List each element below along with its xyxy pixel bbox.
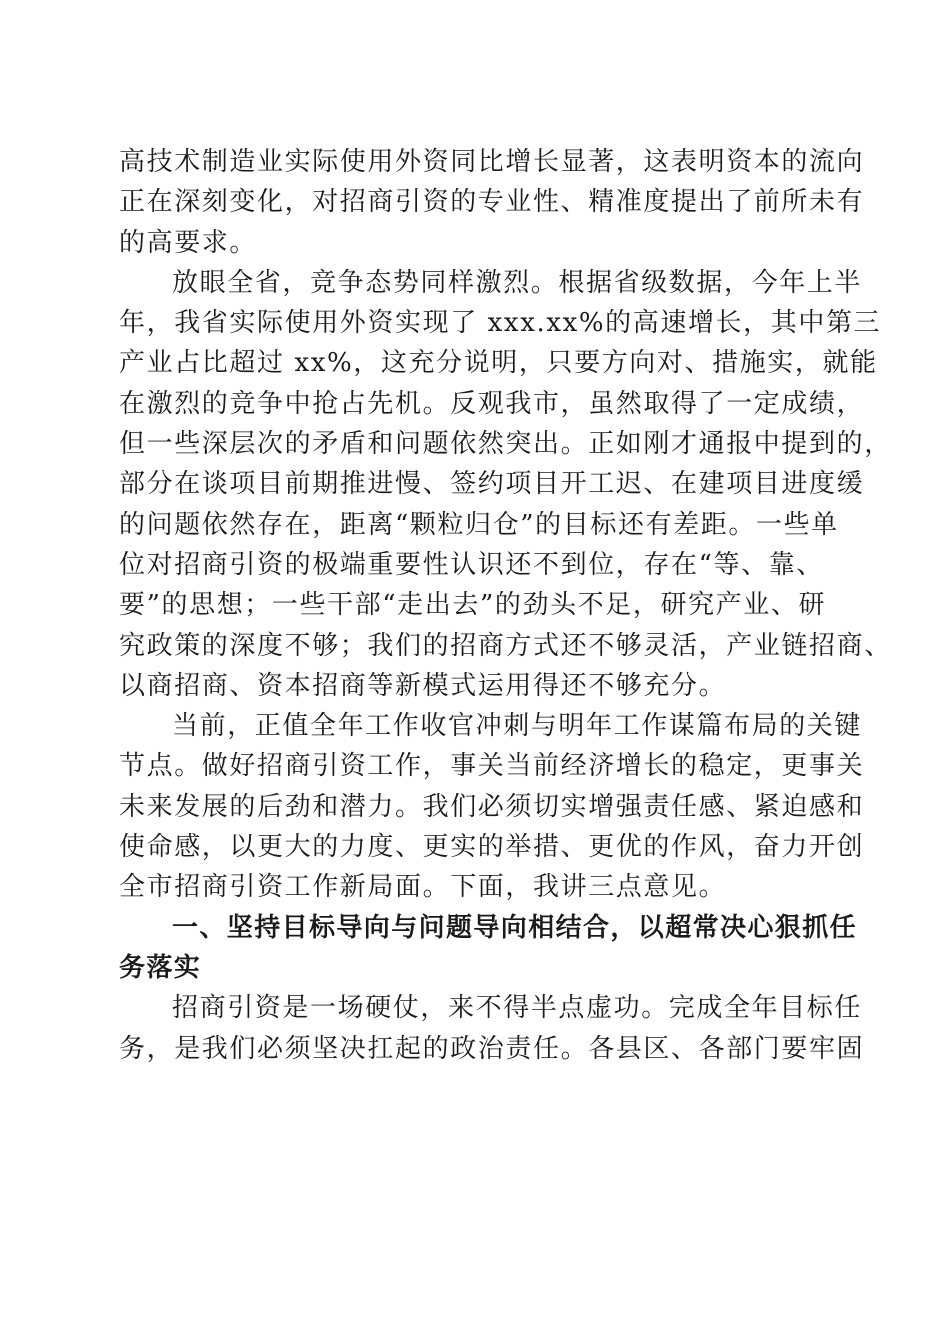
paragraph-line: 位对招商引资的极端重要性认识还不到位，存在“等、靠、 bbox=[119, 549, 824, 580]
paragraph-line: 未来发展的后劲和潜力。我们必须切实增强责任感、紧迫感和 bbox=[119, 791, 865, 822]
paragraph-line: 高技术制造业实际使用外资同比增长显著，这表明资本的流向 bbox=[119, 147, 865, 177]
paragraph-line: 以商招商、资本招商等新模式运用得还不够充分。 bbox=[119, 670, 727, 701]
paragraph-line: 放眼全省，竞争态势同样激烈。根据省级数据，今年上半 bbox=[172, 267, 863, 298]
paragraph-line: 的高要求。 bbox=[119, 227, 258, 258]
paragraph-line: 年，我省实际使用外资实现了 xxx.xx%的高速增长，其中第三 bbox=[119, 308, 882, 339]
section-heading: 务落实 bbox=[119, 952, 202, 983]
paragraph-line: 务，是我们必须坚决扛起的政治责任。各县区、各部门要牢固 bbox=[119, 1033, 865, 1064]
document-body bbox=[119, 142, 892, 1069]
paragraph-line: 要”的思想；一些干部“走出去”的劲头不足，研究产业、研 bbox=[119, 590, 827, 621]
paragraph-line: 在激烈的竞争中抢占先机。反观我市，虽然取得了一定成绩， bbox=[119, 388, 865, 419]
paragraph-line: 当前，正值全年工作收官冲刺与明年工作谋篇布局的关键 bbox=[172, 711, 863, 742]
paragraph-line: 节点。做好招商引资工作，事关当前经济增长的稳定，更事关 bbox=[119, 751, 865, 782]
paragraph-line: 产业占比超过 xx%，这充分说明，只要方向对、措施实，就能 bbox=[119, 348, 878, 379]
paragraph-line: 正在深刻变化，对招商引资的专业性、精准度提出了前所未有 bbox=[119, 187, 865, 218]
paragraph-line: 全市招商引资工作新局面。下面，我讲三点意见。 bbox=[119, 872, 727, 903]
paragraph-line: 的问题依然存在，距离“颗粒归仓”的目标还有差距。一些单 bbox=[119, 509, 839, 540]
paragraph-line: 但一些深层次的矛盾和问题依然突出。正如刚才通报中提到的， bbox=[119, 429, 892, 460]
paragraph-line: 部分在谈项目前期推进慢、签约项目开工迟、在建项目进度缓 bbox=[119, 469, 865, 500]
paragraph-line: 使命感，以更大的力度、更实的举措、更优的作风，奋力开创 bbox=[119, 832, 865, 863]
paragraph-line: 究政策的深度不够；我们的招商方式还不够灵活，产业链招商、 bbox=[119, 630, 892, 661]
paragraph-line: 招商引资是一场硬仗，来不得半点虚功。完成全年目标任 bbox=[172, 993, 863, 1024]
section-heading: 一、坚持目标导向与问题导向相结合，以超常决心狠抓任 bbox=[172, 912, 858, 943]
